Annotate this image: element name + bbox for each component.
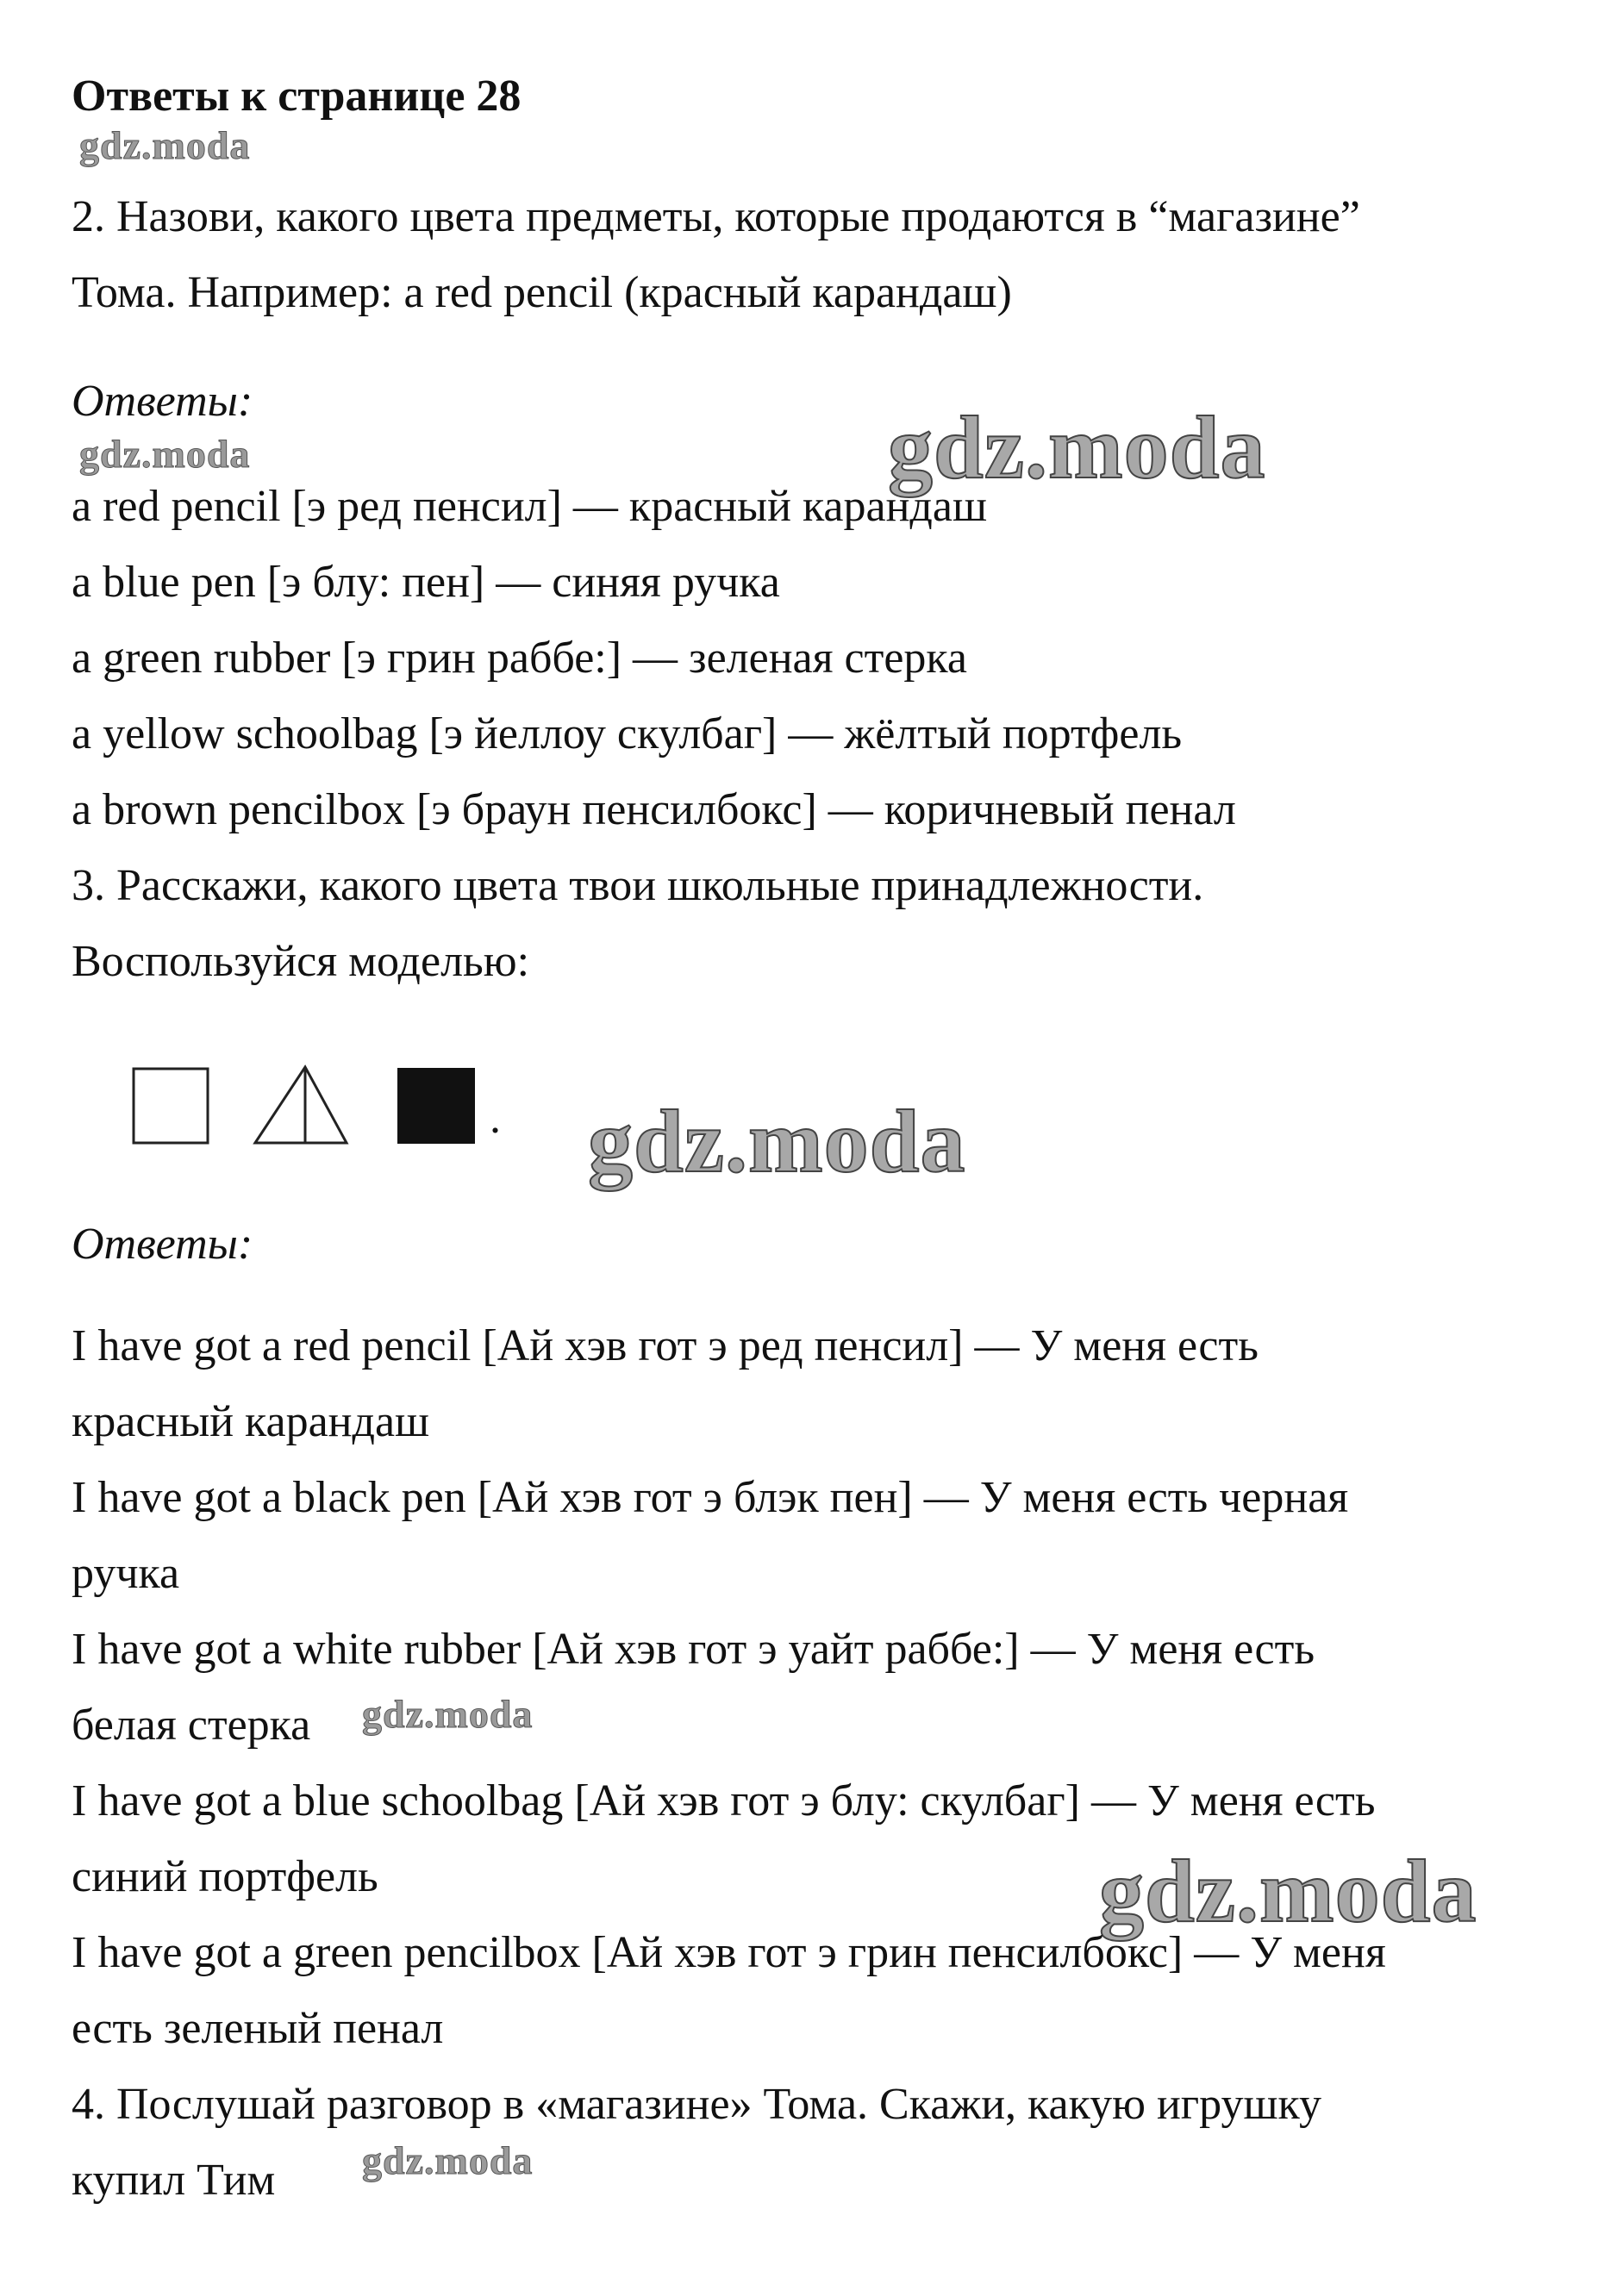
task3-line1: 3. Расскажи, какого цвета твои школьные принадлежности. [72, 861, 1204, 910]
task2-answer: a yellow schoolbag [э йеллоу скулбаг] — жёлтый портфель [72, 709, 1183, 758]
task2-line2: Тома. Например: a red pencil (красный карандаш) [72, 268, 1012, 317]
filled-square-icon [398, 1069, 474, 1143]
watermark: gdz.moda [362, 1692, 534, 1736]
task2-answer: a brown pencilbox [э браун пенсилбокс] — коричневый пенал [72, 785, 1236, 834]
task2-answers-label: Ответы: [72, 377, 253, 426]
triangle-icon [255, 1067, 347, 1143]
watermark: gdz.moda [362, 2138, 534, 2182]
task3-answers-label: Ответы: [72, 1220, 253, 1269]
task3-answer: I have got a green pencilbox [Ай хэв гот э грин пенсилбокс] — У меня [72, 1928, 1386, 1977]
task4-line2: купил Тим [72, 2156, 276, 2205]
task3-answer: белая стерка [72, 1701, 311, 1750]
watermark: gdz.moda [79, 123, 251, 167]
task2-answer: a blue pen [э блу: пен] — синяя ручка [72, 558, 780, 607]
watermark: gdz.moda [588, 1092, 966, 1191]
task3-answer: синий портфель [72, 1852, 378, 1901]
task4-line1: 4. Послушай разговор в «магазине» Тома. Скажи, какую игрушку [72, 2080, 1322, 2129]
task2-answer: a green rubber [э грин раббе:] — зеленая стерка [72, 633, 967, 683]
watermark: gdz.moda [1099, 1842, 1477, 1941]
task2-line1: 2. Назови, какого цвета предметы, которые продаются в “магазине” [72, 192, 1360, 241]
page-title: Ответы к странице 28 [72, 72, 522, 121]
empty-square-icon [134, 1069, 208, 1143]
watermark: gdz.moda [888, 398, 1266, 497]
task3-answer: I have got a red pencil [Ай хэв гот э ред пенсил] — У меня есть [72, 1321, 1259, 1370]
task3-answer: I have got a black pen [Ай хэв гот э блэк пен] — У меня есть черная [72, 1473, 1349, 1522]
model-diagram [129, 1058, 517, 1153]
task2-answer: a red pencil [э ред пенсил] — красный карандаш [72, 482, 987, 531]
task3-answer: ручка [72, 1549, 180, 1598]
task3-answer: красный карандаш [72, 1397, 430, 1446]
task3-line2: Воспользуйся моделью: [72, 937, 530, 986]
watermark: gdz.moda [79, 432, 251, 476]
model-svg [129, 1058, 517, 1153]
model-period: . [490, 1094, 501, 1143]
task3-answer: есть зеленый пенал [72, 2004, 444, 2053]
task3-answer: I have got a white rubber [Ай хэв гот э уайт раббе:] — У меня есть [72, 1625, 1315, 1674]
task3-answer: I have got a blue schoolbag [Ай хэв гот э блу: скулбаг] — У меня есть [72, 1776, 1376, 1826]
